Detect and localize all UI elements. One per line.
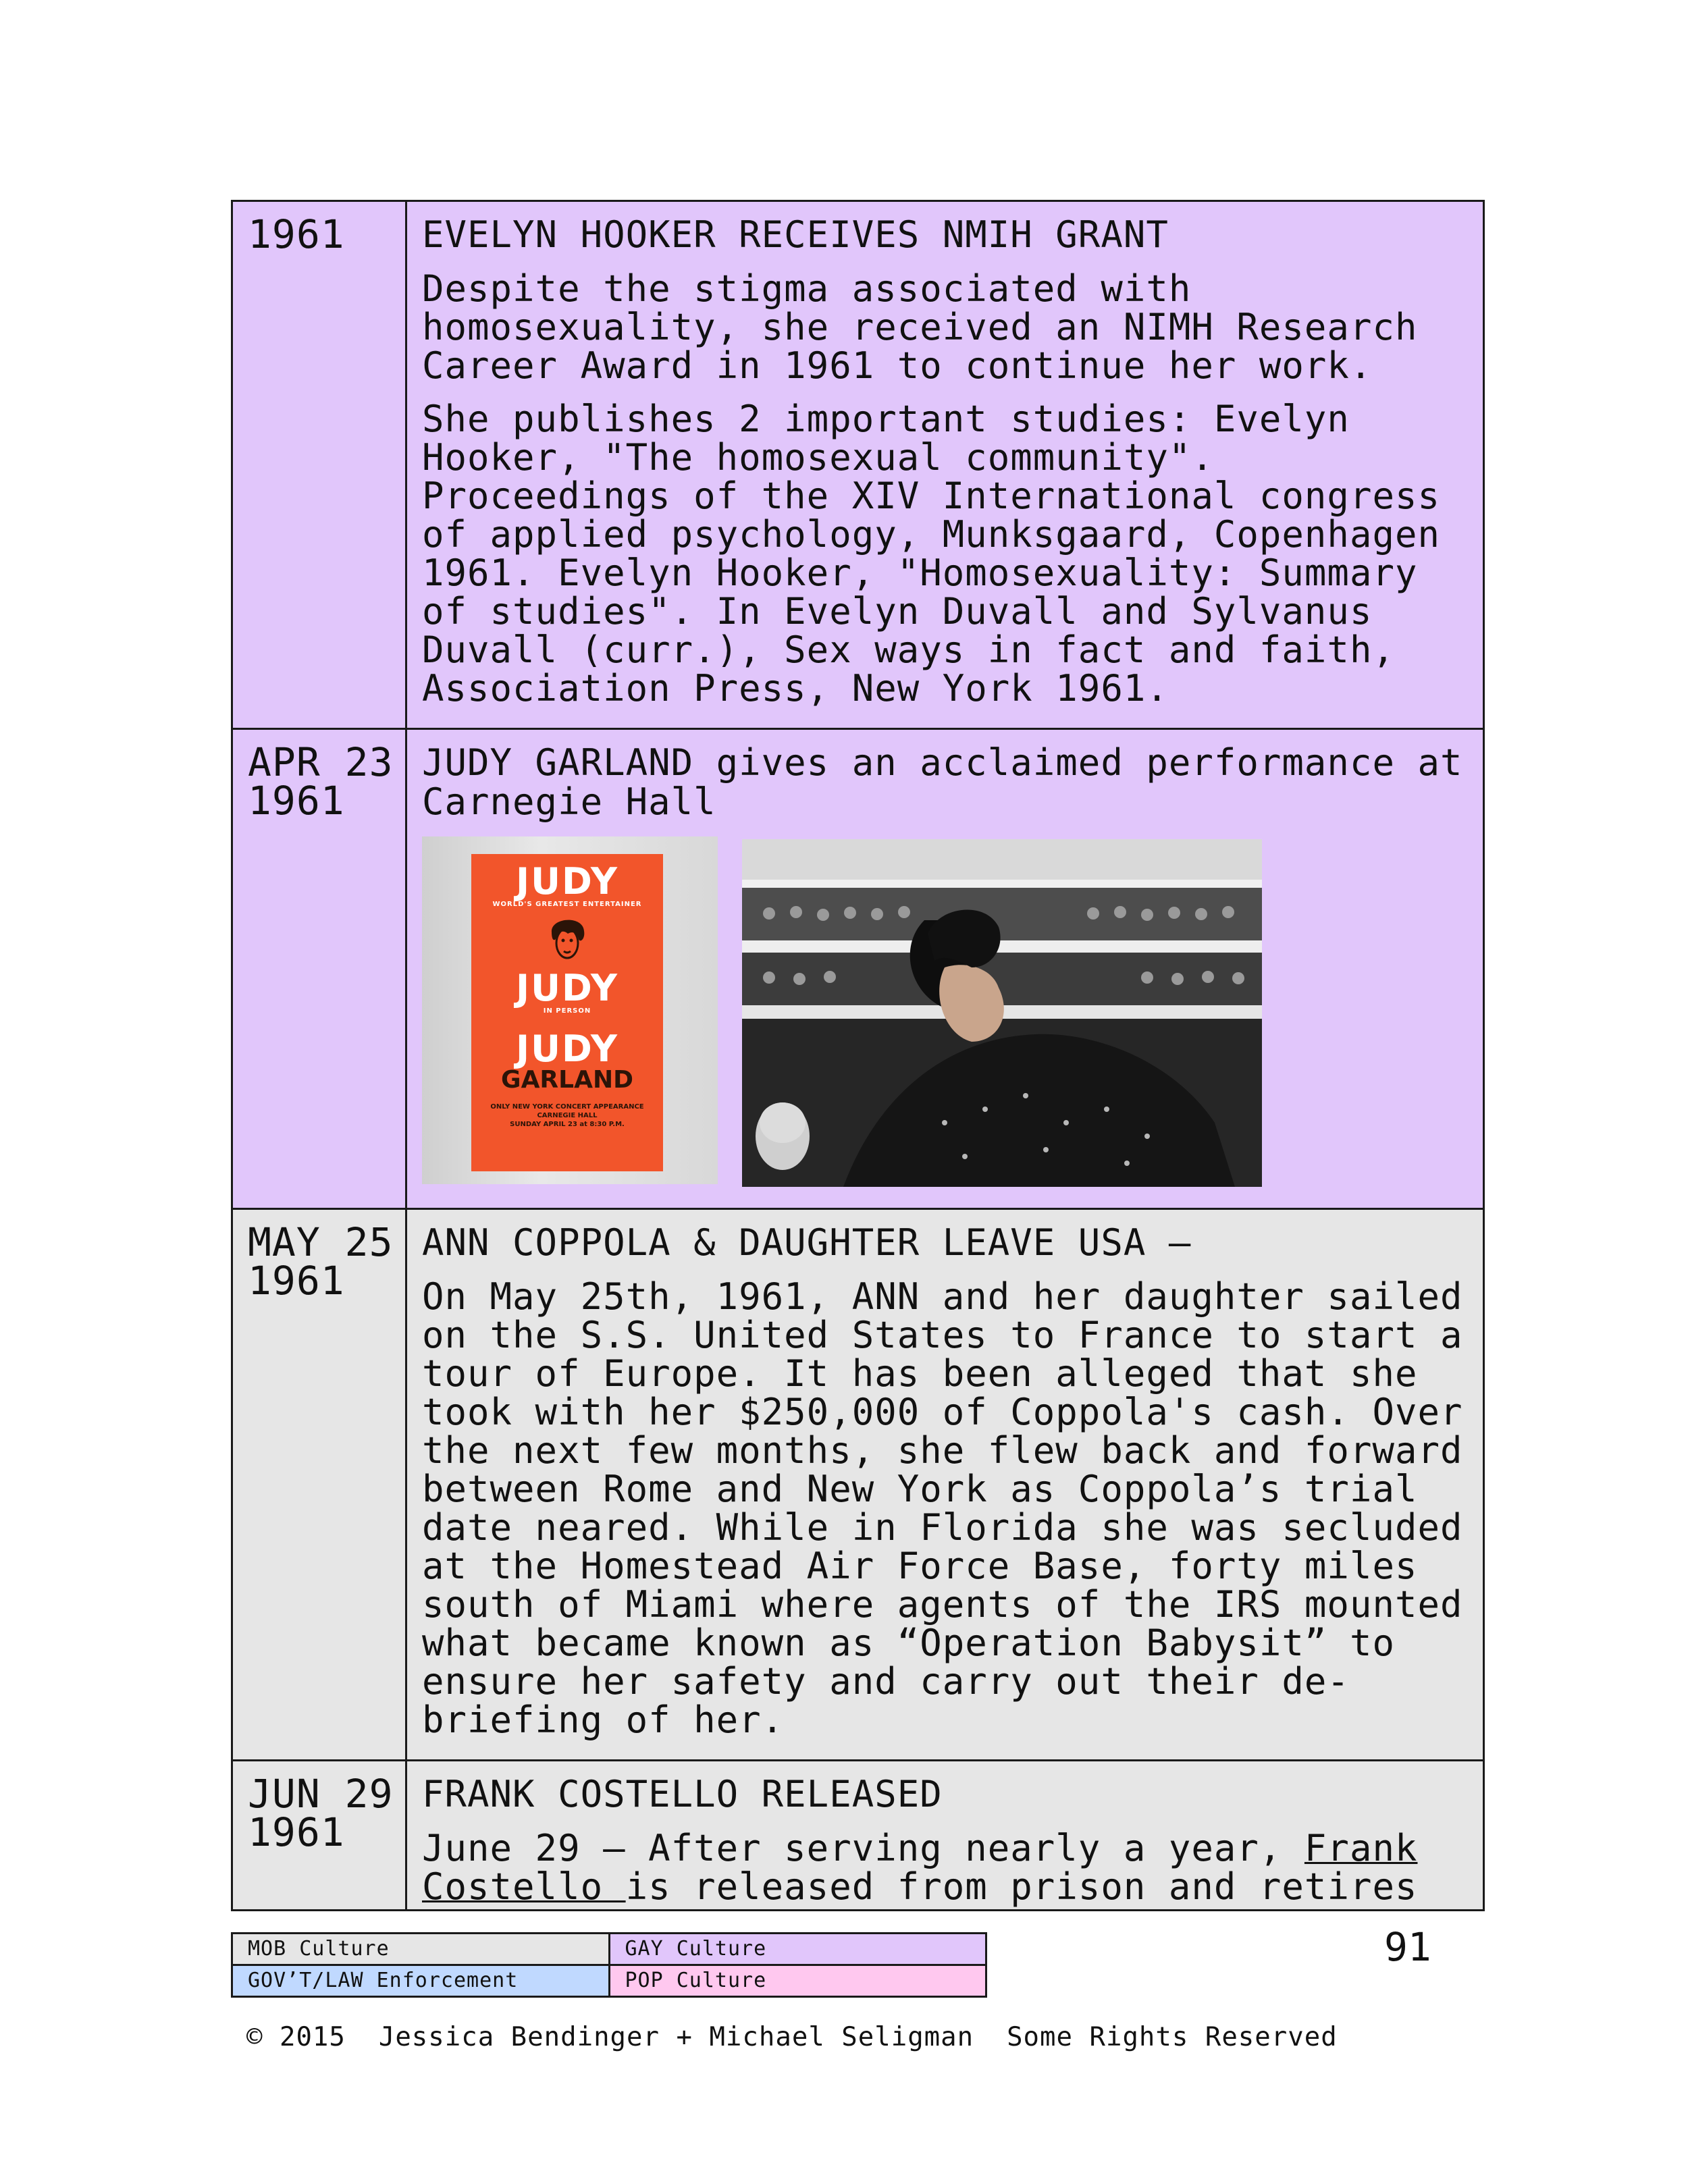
entry-title: JUDY GARLAND gives an acclaimed performance at Carnegie Hall bbox=[422, 741, 1463, 823]
judy-portrait-icon bbox=[544, 912, 591, 966]
entry-paragraph bbox=[422, 1829, 1476, 1906]
poster-text: CARNEGIE HALL bbox=[537, 1112, 598, 1119]
timeline-row-costello bbox=[232, 1761, 1484, 1911]
judy-images bbox=[422, 830, 1476, 1208]
concert-photo-illustration bbox=[742, 839, 1262, 1187]
judy-concert-poster bbox=[422, 836, 718, 1184]
entry-title: ANN COPPOLA & DAUGHTER LEAVE USA – bbox=[422, 1221, 1192, 1264]
content-cell bbox=[406, 1209, 1484, 1761]
legend-mob-culture: MOB Culture bbox=[232, 1934, 610, 1965]
poster-text: JUDY bbox=[516, 860, 618, 903]
poster-text: WORLD'S GREATEST ENTERTAINER bbox=[492, 901, 642, 908]
legend-govt-law-enforcement: GOV’T/LAW Enforcement bbox=[232, 1965, 610, 1997]
entry-title: EVELYN HOOKER RECEIVES NMIH GRANT bbox=[422, 213, 1169, 256]
page-number: 91 bbox=[1384, 1924, 1431, 1970]
legend-pop-culture: POP Culture bbox=[609, 1965, 986, 1997]
entry-date: 1961 bbox=[248, 211, 345, 257]
date-cell bbox=[232, 1761, 406, 1911]
date-cell bbox=[232, 729, 406, 1209]
entry-date: JUN 29 1961 bbox=[248, 1771, 394, 1855]
poster-text: JUDY bbox=[516, 1028, 618, 1070]
date-cell bbox=[232, 1209, 406, 1761]
timeline-row-garland bbox=[232, 729, 1484, 1209]
entry-paragraph: She publishes 2 important studies: Evelyn Hooker, "The homosexual community". Proceedings of the XIV International congress of applied psychology, Munksgaard, Copenhagen 1961. Evelyn Hooker, "Homosexuality: Summary of studies". In Evelyn Duvall and Sylvanus Duvall (curr.), Sex ways in fact and faith, Association Press, New York 1961. bbox=[422, 398, 1440, 710]
poster-text: IN PERSON bbox=[543, 1007, 591, 1015]
entry-paragraph: On May 25th, 1961, ANN and her daughter sailed on the S.S. United States to France to start a tour of Europe. It has been alleged that she took with her $250,000 of Coppola's cash. Over the next few months, she flew back and forward between Rome and New York as Coppola’s trial date neared. While in Florida she was secluded at the Homestead Air Force Base, forty miles south of Miami where agents of the IRS mounted what became known as “Operation Babysit” to ensure her safety and carry out their de-briefing of her. bbox=[422, 1275, 1463, 1741]
copyright-footer: © 2015 Jessica Bendinger + Michael Seligman Some Rights Reserved bbox=[246, 2022, 1338, 2052]
poster-text: JUDY bbox=[516, 967, 618, 1009]
legend-gay-culture: GAY Culture bbox=[609, 1934, 986, 1965]
content-cell bbox=[406, 201, 1484, 729]
content-cell bbox=[406, 729, 1484, 1209]
paragraph-text: June 29 – After serving nearly a year, bbox=[422, 1827, 1304, 1869]
paragraph-text: is released from prison and retires bbox=[625, 1865, 1418, 1907]
entry-date: MAY 25 1961 bbox=[248, 1219, 394, 1304]
entry-date: APR 23 1961 bbox=[248, 739, 394, 824]
date-cell bbox=[232, 201, 406, 729]
timeline-row-coppola bbox=[232, 1209, 1484, 1761]
entry-paragraph: Despite the stigma associated with homosexuality, she received an NIMH Research Career Award in 1961 to continue her work. bbox=[422, 267, 1418, 387]
category-legend bbox=[231, 1932, 987, 1998]
carnegie-hall-photo bbox=[742, 839, 1262, 1187]
timeline-row-hooker bbox=[232, 201, 1484, 729]
frank-costello-link[interactable]: Frank Costello bbox=[422, 1827, 1418, 1907]
entry-title: FRANK COSTELLO RELEASED bbox=[422, 1773, 943, 1815]
poster-text: GARLAND bbox=[501, 1066, 633, 1094]
poster-text: SUNDAY APRIL 23 at 8:30 P.M. bbox=[510, 1121, 625, 1128]
timeline-table bbox=[231, 200, 1485, 1911]
content-cell bbox=[406, 1761, 1484, 1911]
poster-text: ONLY NEW YORK CONCERT APPEARANCE bbox=[490, 1103, 644, 1111]
